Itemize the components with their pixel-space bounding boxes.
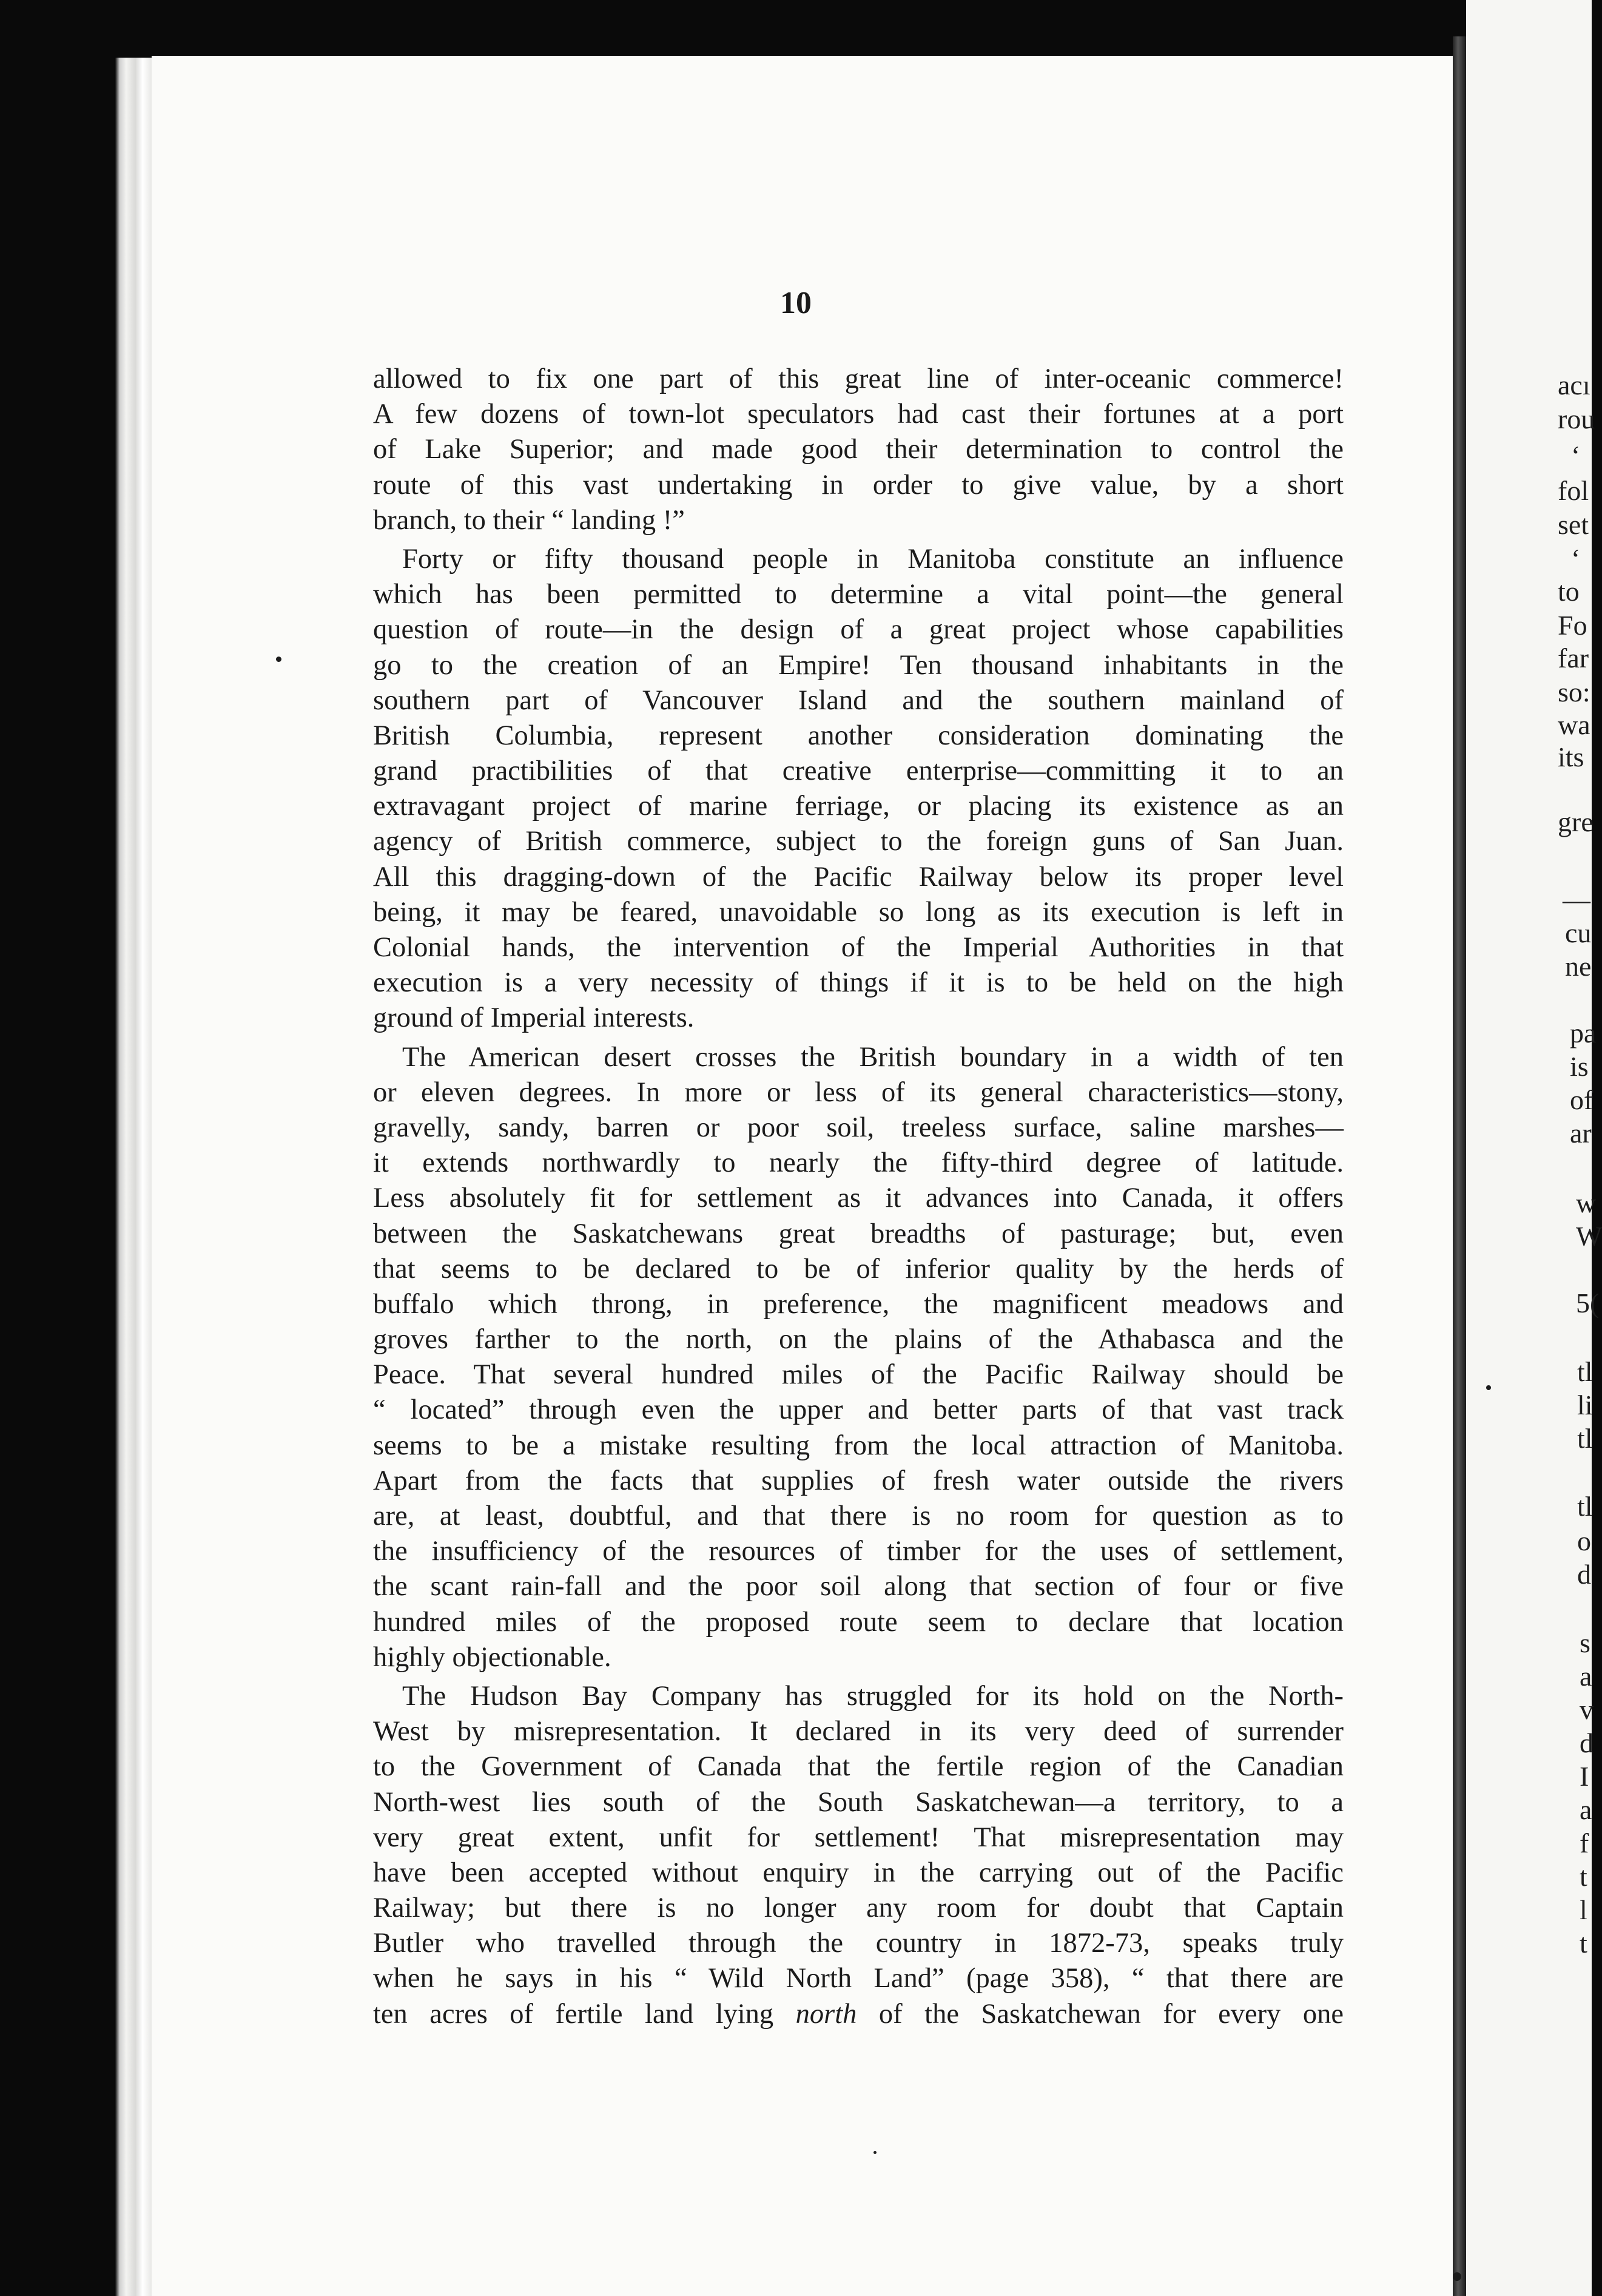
facing-page-fragment: tl bbox=[1577, 1423, 1593, 1454]
text-line: Butler who travelled through the country in 1872-73, speaks truly bbox=[373, 1928, 1344, 1959]
text-line: “ located” through even the upper and better parts of that vast track bbox=[373, 1394, 1344, 1426]
facing-page-fragment: cu bbox=[1565, 917, 1592, 948]
facing-page-fragment: — bbox=[1563, 884, 1590, 915]
text-line: A few dozens of town-lot speculators had cast their fortunes at a port bbox=[373, 399, 1344, 430]
facing-page-fragment: d bbox=[1577, 1559, 1591, 1590]
text-line: that seems to be declared to be of inferior quality by the herds of bbox=[373, 1253, 1344, 1285]
facing-page-fragment: l bbox=[1580, 1894, 1587, 1925]
facing-page-fragment: 5( bbox=[1576, 1288, 1600, 1319]
text-line: Forty or fifty thousand people in Manitoba constitute an influence bbox=[402, 543, 1344, 575]
facing-page-fragment: li bbox=[1577, 1389, 1593, 1420]
facing-page-fragment: gre bbox=[1558, 806, 1594, 837]
scan-speck bbox=[1486, 1385, 1491, 1390]
text-line: execution is a very necessity of things if it is to be held on the high bbox=[373, 967, 1344, 999]
text-line: question of route—in the design of a great project whose capabilities bbox=[373, 614, 1344, 646]
text-line: Peace. That several hundred miles of the Pacific Railway should be bbox=[373, 1359, 1344, 1391]
text-line: being, it may be feared, unavoidable so long as its execution is left in bbox=[373, 896, 1344, 928]
facing-page-fragment: v bbox=[1580, 1694, 1594, 1725]
scan-speck bbox=[1453, 2272, 1461, 2281]
facing-page-fragment: wa bbox=[1558, 709, 1590, 740]
paragraph bbox=[373, 1040, 1344, 1675]
paragraph bbox=[373, 1679, 1344, 2032]
facing-page-fragment: t bbox=[1580, 1928, 1587, 1959]
facing-page-fragment: set bbox=[1558, 509, 1589, 540]
facing-page-fragment: so: bbox=[1558, 677, 1590, 707]
text-line: southern part of Vancouver Island and the southern mainland of bbox=[373, 684, 1344, 716]
body-text bbox=[373, 362, 1344, 2032]
text-line: The American desert crosses the British boundary in a width of ten bbox=[402, 1041, 1344, 1073]
text-line: gravelly, sandy, barren or poor soil, treeless surface, saline marshes— bbox=[373, 1112, 1344, 1143]
text-line: are, at least, doubtful, and that there is no room for question as to bbox=[373, 1501, 1344, 1531]
facing-page-fragment: ‘ bbox=[1571, 543, 1581, 574]
text-line: of Lake Superior; and made good their determination to control the bbox=[373, 434, 1344, 465]
left-page-edge bbox=[115, 58, 152, 2296]
text-line: hundred miles of the proposed route seem to declare that location bbox=[373, 1606, 1344, 1638]
text-line: route of this vast undertaking in order to give value, by a short bbox=[373, 469, 1344, 501]
text-line: go to the creation of an Empire! Ten thousand inhabitants in the bbox=[373, 649, 1344, 681]
facing-page-fragment: t bbox=[1580, 1861, 1587, 1892]
facing-page-fragment: a bbox=[1580, 1661, 1592, 1692]
text-line: British Columbia, represent another consideration dominating the bbox=[373, 720, 1344, 751]
facing-page-fragment: is bbox=[1570, 1051, 1589, 1082]
text-line: very great extent, unfit for settlement! That misrepresentation may bbox=[373, 1822, 1344, 1853]
text-line: All this dragging-down of the Pacific Railway below its proper level bbox=[373, 861, 1344, 893]
scan-speck bbox=[873, 2151, 877, 2154]
text-line: grand practibilities of that creative enterprise—committing it to an bbox=[373, 755, 1344, 787]
text-line: North-west lies south of the South Saskatchewan—a territory, to a bbox=[373, 1786, 1344, 1818]
text-line: allowed to fix one part of this great line of inter-oceanic commerce! bbox=[373, 363, 1344, 394]
text-line: branch, to their “ landing !” bbox=[373, 504, 685, 536]
text-line: Railway; but there is no longer any room for doubt that Captain bbox=[373, 1893, 1344, 1924]
paragraph bbox=[373, 542, 1344, 1036]
facing-page-fragment: ‘ bbox=[1571, 440, 1581, 471]
text-line bbox=[373, 1997, 1344, 2032]
text-line: or eleven degrees. In more or less of its general characteristics—stony, bbox=[373, 1076, 1344, 1108]
text-line: it extends northwardly to nearly the fifty-third degree of latitude. bbox=[373, 1147, 1344, 1179]
text-line: the scant rain-fall and the poor soil along that section of four or five bbox=[373, 1571, 1344, 1602]
book-gutter bbox=[1453, 36, 1466, 2296]
facing-page-fragment: its bbox=[1558, 741, 1584, 772]
facing-page-fragment: fol bbox=[1558, 475, 1589, 506]
text-run: of the Saskatchewan for every one bbox=[857, 1998, 1344, 2030]
text-line: Colonial hands, the intervention of the Imperial Authorities in that bbox=[373, 932, 1344, 963]
facing-page-fragment: o bbox=[1577, 1525, 1591, 1556]
text-line: groves farther to the north, on the plains of the Athabasca and the bbox=[373, 1324, 1344, 1356]
text-line: to the Government of Canada that the fertile region of the Canadian bbox=[373, 1751, 1344, 1783]
text-line: buffalo which throng, in preference, the magnificent meadows and bbox=[373, 1288, 1344, 1320]
facing-page-fragment: to bbox=[1558, 576, 1580, 607]
facing-page-fragment: W bbox=[1576, 1221, 1602, 1252]
facing-page-fragment: rou bbox=[1558, 403, 1595, 434]
text-line: Less absolutely fit for settlement as it advances into Canada, it offers bbox=[373, 1183, 1344, 1214]
facing-page-fragment: far bbox=[1558, 643, 1589, 674]
text-line: West by misrepresentation. It declared in its very deed of surrender bbox=[373, 1716, 1344, 1747]
facing-page-fragment: I bbox=[1580, 1761, 1589, 1792]
facing-page-fragment: tl bbox=[1577, 1491, 1593, 1522]
text-line: when he says in his “ Wild North Land” (page 358), “ that there are bbox=[373, 1963, 1344, 1994]
facing-page-fragment: a bbox=[1580, 1794, 1592, 1825]
text-line: ground of Imperial interests. bbox=[373, 1002, 695, 1034]
facing-page-fragment: ar bbox=[1570, 1118, 1592, 1149]
page-number: 10 bbox=[780, 286, 812, 320]
scan-speck bbox=[276, 657, 281, 662]
text-line: seems to be a mistake resulting from the local attraction of Manitoba. bbox=[373, 1430, 1344, 1461]
text-line: which has been permitted to determine a vital point—the general bbox=[373, 579, 1344, 610]
facing-page-fragment: tl bbox=[1577, 1356, 1593, 1387]
text-line: have been accepted without enquiry in the carrying out of the Pacific bbox=[373, 1857, 1344, 1888]
text-run: ten acres of fertile land lying bbox=[373, 1998, 796, 2030]
text-line: The Hudson Bay Company has struggled for its hold on the North- bbox=[402, 1680, 1344, 1712]
facing-page-fragment: ne bbox=[1565, 951, 1592, 982]
facing-page-fragment: pa bbox=[1570, 1018, 1597, 1048]
italic-word: north bbox=[795, 1998, 857, 2030]
facing-page-fragment: d bbox=[1580, 1727, 1594, 1758]
text-line: Apart from the facts that supplies of fresh water outside the rivers bbox=[373, 1465, 1344, 1496]
text-line: agency of British commerce, subject to the foreign guns of San Juan. bbox=[373, 826, 1344, 857]
facing-page-fragment: Fo bbox=[1558, 610, 1587, 641]
text-line: the insufficiency of the resources of timber for the uses of settlement, bbox=[373, 1536, 1344, 1567]
facing-page-fragment: w bbox=[1576, 1187, 1597, 1218]
facing-page-fragment: f bbox=[1580, 1828, 1589, 1859]
text-line: between the Saskatchewans great breadths of pasturage; but, even bbox=[373, 1218, 1344, 1249]
facing-page-fragment: of bbox=[1570, 1084, 1594, 1115]
facing-page-fragment: s bbox=[1580, 1627, 1590, 1658]
facing-page-fragment: acı bbox=[1558, 370, 1590, 400]
text-line: extravagant project of marine ferriage, or placing its existence as an bbox=[373, 791, 1344, 822]
paragraph bbox=[373, 362, 1344, 538]
text-line: highly objectionable. bbox=[373, 1641, 611, 1673]
